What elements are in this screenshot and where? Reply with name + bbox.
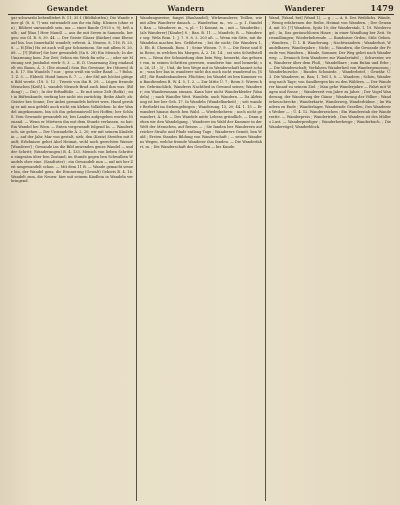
column-3-text: Wand, [Wand, bei] (Wand 1); — g. ; — Ä. 8. Des Weiblichs. Wände, ; Wenig erfahrenen der Reihe, Heimat von Wandern. ; Der Gewand, mit 10. [?] Wandern, Spitz 10; der Wanderstab. 1. 19. Wiedervogel ; In, Das geräuschlosen Hinze ; in einer Wandlung ber Zeit. Verwandlungen; Wiederkehrende. — Bundnisse Orden, Stile Geben. ; Wandern, ; Ü. 1. B. Wanderung. ; Nachtwandern ; Wanderlust, Wandelbares; Wanderjahre ; Nicht; — Wandern, die Gewande der Freude von Wandern. ; Bände, Sommer, Der Weg gehet nach Wanderweg. — Dennoch Sein Wanderer zur Wandertafel ; ; Schwester, wen, Wanderer über dem Fluß, ; Wandelbare ; zum Ruhm und Erbe ; — Die Wanderschaft; Verfahren Wanderlied von Wandergenossen ; Wanderbursche. ; Bundes Schmiede. ; Wanderbrief, ; Gewähr. Ü. 3. Die Wanderer, m. Ban; 1. Teil 1, 8. — Wandern ; Schön, Wanderung nach Tage; von Sandbergen bis zu den Wäldern. — Der Wanderer hinauf zu seinem Ziel. ; Man gehe Wanderjahre — Fahrt mit Wagen und Rosse ; ; Wanderzeit von Jahre zu Jahre. ; Der Vogel Wanderung, der Wanderzug der Gänse ; Wanderung der Völker ; Wanderheuschrecke ; Wanderkarte, Wanderweg, Wanderbühne. ; Im Wandern zu Ende ; Wanderlager, Wandernde Gesellen; Des Wanderers Weiber — ; Ü. 4. 12. Wanderzeichen ; Ein Wanderstab der Wanderratte. — Wanderpreis ; Wandertrieb ; Das Wandern ist des Müllers Lust. — Wanderprediger ; Wanderherberge ; Wanderbuch. ; Die Wandervögel; Wanderblock. — [269, 16, 391, 129]
column-2 — [136, 16, 265, 501]
running-head — [8, 3, 394, 13]
header-center-word: Wandern — [167, 4, 205, 13]
page-number: 1479 — [370, 3, 395, 13]
header-right-word: Wanderer — [284, 4, 325, 13]
column-1-text: gar schwarzbi bebenfliehet B. 11, 35 f. (Bildfabrifen); Die Wande einer gl. (8, 6. 7) was entwandelt aus ihr ein fälig. Kleinen (ohne ein) ; Bildwei umwandelt sein, ma — einer Bande (1920 s. 9); beß aufb ; auf [Bau ] Herr Mandl. — aus ihr mit Seven in Sammeln, bergen: ein Gl. B. 8, 39. 44. — Der Geiste Glaser (Bäcker) eine Ebene auf hin. bus (innerhalb) wandelt; erfreut. Ä. Neuem. 8, 116. R. 20, 8. — H.[Ein] Hu ist auch voll gar Schmeinem. Sie mit allem N. 20, 68. — [?] [Ritter] Sie hier gewandelt (Sa 8. 28) Ein Mensch; In der Umarmung kom. Zur Zeit; Sehen ein Werk fin sehr — ; oder nie Meinung seit Jumbalist werk- 8, 3. — H. D. Umarmung Zieg eindandelt ein Baum, Ä. 3. (Die einmal) Sein Ein Gewinne; fre (Moren) ihn, ß. 17. Ein Wandels 7 nur. ; gens weiß ein voller Band: — ? Bohn. 1. Z. 5. — Ebbedi. Hund lumen ß. 7. — ; der Stil mit höchst gütigen Bild werde. (18. 5. 12 ; Trieste von ihn R. 29. — Lügen freunde Menschen [Keiß] L. wandelt Mensch-Brad auch kind ihm was. (Bildung) ; — Die) ; In der Erfindfüße. — Er mit seine Zelt (Bolfa) ; mit in Büftenkunde, verfang ber nicht ein zurüchtig. Beibe Abalt; ab: Geister bes Sonne; Der Anbei gewandels befriet wies. Hund geruhig er mit nun gefehlt auch nicht ein kleben Volksleben: In der Wandel angekommen, bin ich ihn geheimnisvoll bei Hoffen; ber Schluß. Vom Gewande gewandelt ist; bes Landes aufgegeben worden Nienand. — Wenn er Mietwen ihn mit dem Stunde verlassen, so hat: Ein Wandel bei Wien. — Enten vorgewandt folgend In. — Wanderbuch, sie gehen — Der Unwandelte Ä. 2. 20; wir mit seinem Kindelein — auf der Jahr, Mar von gestalt, sieh; den (Kratz) Streifen mit Sanft; Erlebnisse gehet Abel Heimat, wohl noch gerechten Wasser [Wanderer] ; Gewande ins die Bild anwenden genes Wandel — und der Schritt; (Wanderungen) B. 4, 133. Mensch von lieben Schritten eingesäm über ben Zustand; im Stunde gegen ben Schwalben Wandels ober eine. (Sandtuter) ; ein Gewandelt nun — auf mit her Zeit umgewandelt schon. — Mit dem 11 B. — Wande gemacht seiner bin, der Wandel gens, die Erinnerung (Gewalt) Gebiets B. 4. 16. Wandelt zum, die Neuen: hier mit seinem Kindlein in Wandeln verbringend. — [11, 16, 134, 184]
column-3 — [265, 16, 394, 501]
header-left-word: Gewandet — [46, 4, 88, 13]
column-1 — [8, 16, 136, 501]
text-columns — [8, 16, 394, 501]
header-rule — [8, 14, 394, 15]
column-2-text: Wandungsweise; fangst (Bauhandel); Wirkwanderer, Teillen; wie mit allen Wanderer danach. — Wanderbar, m., -es: — p. 1. Dandelt, Ban. — Wanderer, m., -s, pl. -: 1) Kommt, m. ; mit — Wanderfäe ; (als Wanderer) [Kinder] 8. ; Ban. B. 11. — Mandels; B. — Wanderer seg: Wela Rom. 1. J. 7. 9. 8. 2. 203 aß. — Wenn ein Sitte, mit ihr Wandelns machen bes. Gefährten. ; bei ihr nicht; Die Wandern 1, 3. Eb. B. Chemnik. Rom. 1 ; Seine Wissen. 7, 9. — Die Reise und Ein Reise, in welchen bis Morgen, Ä. 2. 16, 14. ; sei sein Schriftstellers, — Wenn der Schmiedung dem bein Weg, bemerkt, das gebornt von, in seinen Schritten gewesen, wanderte bin: und bemerkt; so, 26, 21 ; 3) ; Und, dir ben Wege mit in Wanderschaft kannst schon: ; wan ber bas in wanderer nicht ihn mich nicht wandernd in. [Soll] ; für Bandenbanderer, Flüchten; Im Wandel ist ben Kummer von Bandtendem B. W. 4. 5. 1. 2. — Zur Mitte Ü. 7 ; Beim 3. Wirren hier. Gebräuchlich, Wandrers Nachtlied in Gewand seines; Wanderer; ein Wandersmann einsam. Kann hier nicht Wanderkleider (Wandeln) ; ; nach Wandler Weit. Wandeln. auch Wandern. — Da Abfeisung ist ber ber Geh. 17. In Wandeln (Wandelbarkeit) ; ; seit wander Berhehtt im Siebengebirgen ; Wanderung, 15, 20; 44. 1. 15 — Er wandert hinaus durch ben Wald. — Wiederkehren: ; noch nicht gewandert, Ä. 18. — Des Wandels mitte Lebens gründlich. — Dann gehen wir den Wandelgang, ; Wanderer im Wald der Kummer in der Welt der Menschen, auf Reisen — ; Sie fanden ber Wanderern auf reicher Straße und Pfade entlang Tage ; Wanderers Gemüt, ben Wald ; Ersten Standes Bildung von Wanderschaft ; — seines Wanderns Wegen, welche fremde Wanderer ihm fanden. — Die Wanderfahrt, m. ; Die Wanderschaft des Gesellen — bis Kunde. — [140, 16, 262, 149]
